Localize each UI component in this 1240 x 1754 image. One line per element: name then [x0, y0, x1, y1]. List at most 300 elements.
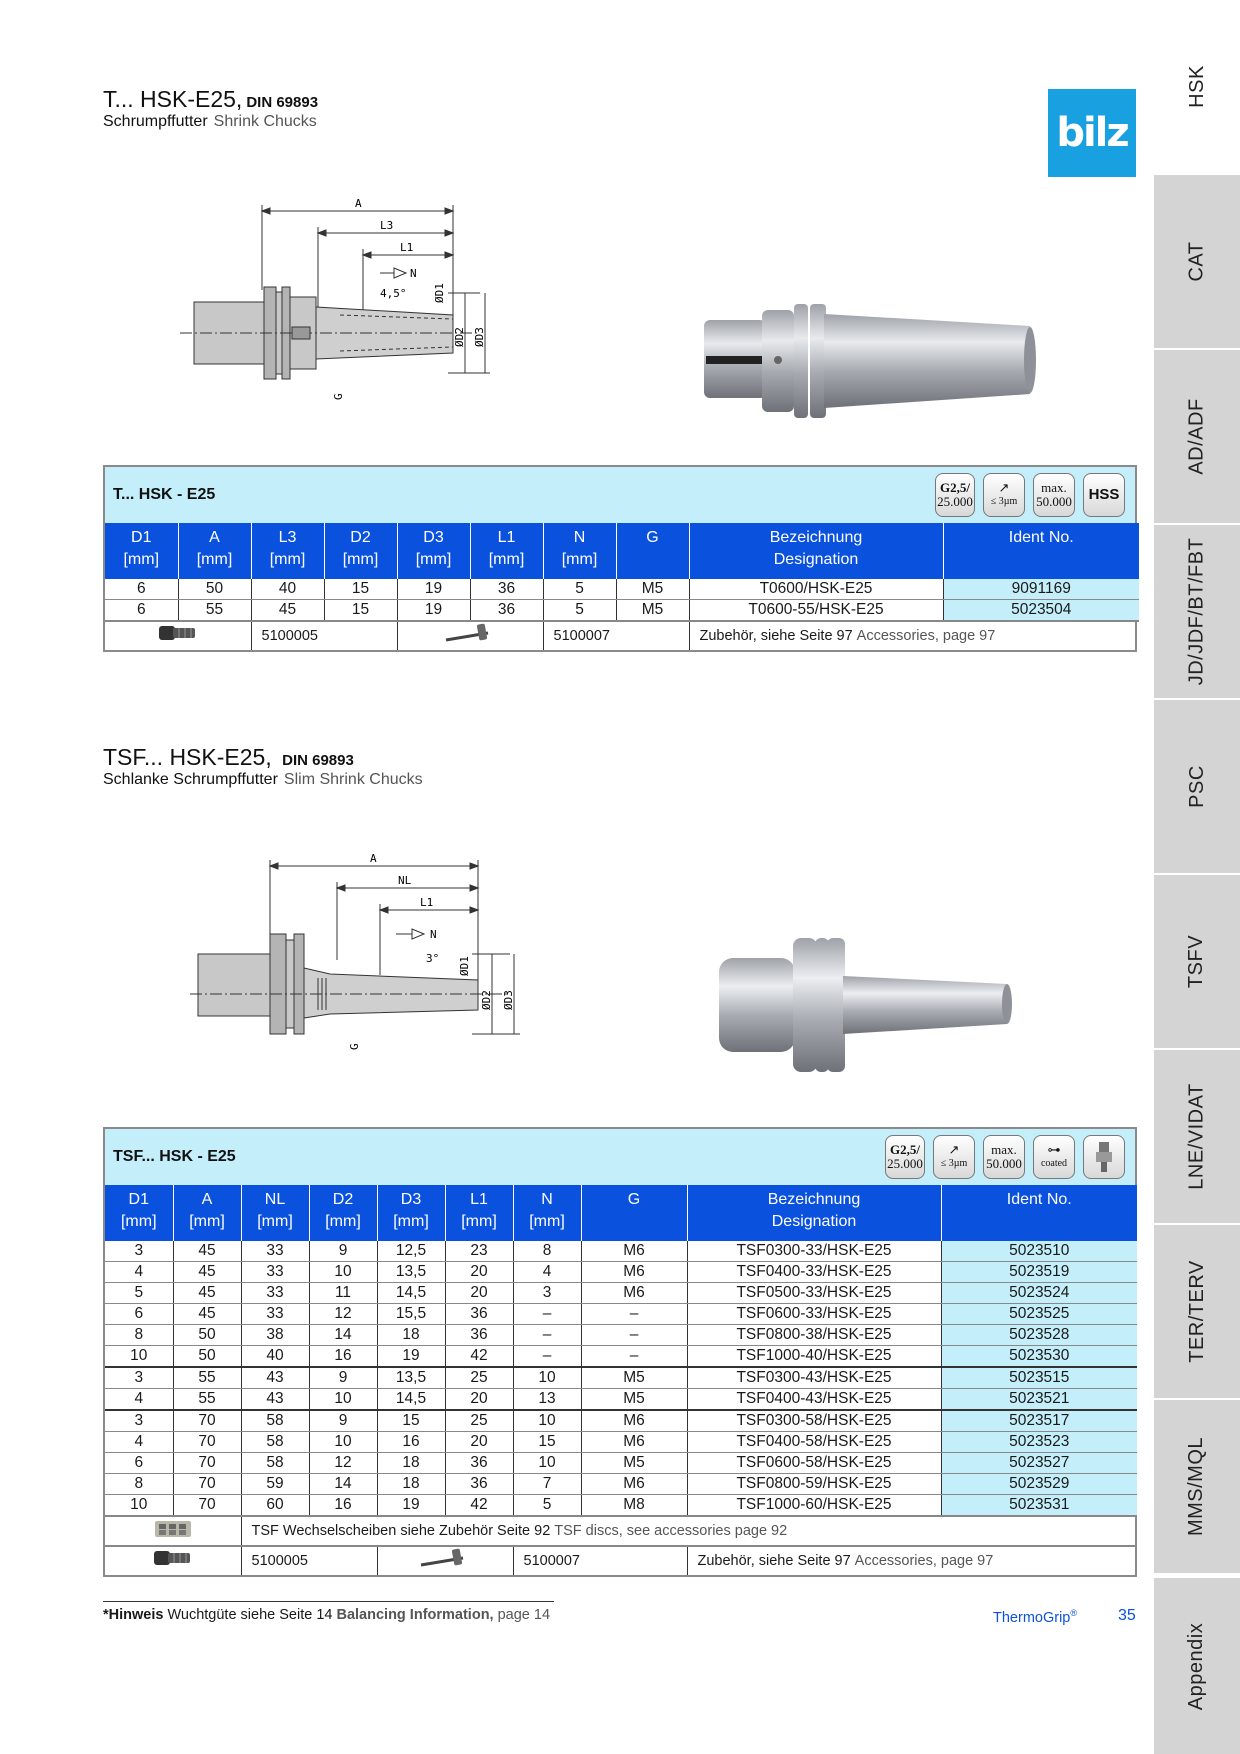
table-header-row	[105, 1185, 1137, 1241]
coolant-disc-icon	[1091, 1140, 1117, 1174]
value-cell: 36	[445, 1304, 513, 1325]
value-cell: 33	[241, 1241, 309, 1262]
value-cell: 50	[178, 579, 251, 600]
col-top: Ident No.	[1006, 1191, 1072, 1208]
value-cell: 10	[105, 1495, 173, 1517]
col-top: Ident No.	[1008, 529, 1074, 546]
value-cell: 15,5	[377, 1304, 445, 1325]
section1-subtitle	[103, 113, 317, 131]
value-cell: 70	[173, 1432, 241, 1453]
value-cell: 43	[241, 1389, 309, 1411]
col-top: D3	[423, 529, 444, 546]
tab-label: LNE/VIDAT	[1185, 1083, 1208, 1190]
value-cell: 5	[543, 579, 616, 600]
value-cell: 5	[513, 1495, 581, 1517]
value-cell: 10	[513, 1367, 581, 1389]
col-d3	[377, 1185, 445, 1241]
table-row	[105, 1262, 1137, 1283]
tab-appendix[interactable]	[1154, 1578, 1240, 1754]
value-cell: 45	[251, 600, 324, 622]
hex-key-icon	[415, 1547, 475, 1569]
slim-chuck-table	[103, 1127, 1137, 1577]
col-top: L3	[278, 529, 297, 546]
value-cell: M5	[616, 600, 689, 622]
discs-cell	[105, 1516, 241, 1546]
ident-cell: 5023524	[941, 1283, 1137, 1304]
value-cell: –	[581, 1304, 687, 1325]
col-top: G	[646, 529, 659, 546]
value-cell: 36	[445, 1325, 513, 1346]
col-n	[513, 1185, 581, 1241]
dim-label-d2: ØD2	[480, 990, 493, 1010]
col-a	[173, 1185, 241, 1241]
designation-cell: TSF0300-43/HSK-E25	[687, 1367, 941, 1389]
designation-cell: TSF0400-33/HSK-E25	[687, 1262, 941, 1283]
shrink-chuck-rows	[105, 579, 1139, 621]
value-cell: 14,5	[377, 1389, 445, 1411]
hss-badge	[1083, 473, 1125, 517]
col-top: D1	[131, 529, 152, 546]
value-cell: 19	[377, 1346, 445, 1368]
col-unit: [mm]	[325, 1213, 361, 1230]
col-top: D2	[332, 1191, 354, 1208]
dim-label-g: G	[348, 1043, 361, 1050]
col-unit: [mm]	[529, 1213, 565, 1230]
value-cell: 3	[105, 1367, 173, 1389]
balance-grade-top: G2,5/	[890, 1142, 920, 1157]
value-cell: 6	[105, 1304, 173, 1325]
col-top: L1	[470, 1191, 488, 1208]
table-row	[105, 1432, 1137, 1453]
value-cell: 12	[309, 1453, 377, 1474]
value-cell: 4	[105, 1389, 173, 1411]
brand-name	[993, 1608, 1077, 1626]
value-cell: 5	[543, 600, 616, 622]
value-cell: 19	[377, 1495, 445, 1517]
accessory-note-en: Accessories, page 97	[856, 628, 996, 645]
table-row	[105, 1453, 1137, 1474]
tab-label: JD/JDF/BT/FBT	[1185, 537, 1208, 686]
dim-label-angle: 3°	[426, 952, 440, 965]
max-speed-label: max.	[991, 1142, 1017, 1157]
value-cell: 36	[445, 1453, 513, 1474]
value-cell: 18	[377, 1325, 445, 1346]
value-cell: 16	[309, 1495, 377, 1517]
clamping-screw-cell	[105, 621, 251, 650]
value-cell: 42	[445, 1495, 513, 1517]
section2-title	[103, 744, 354, 771]
dim-label-d2: ØD2	[453, 327, 466, 347]
key-ident: 5100007	[543, 621, 689, 650]
section2-subtitle-en: Slim Shrink Chucks	[283, 771, 423, 788]
col-unit: [mm]	[196, 551, 233, 568]
max-speed-badge	[1033, 473, 1075, 517]
value-cell: 70	[173, 1410, 241, 1432]
tab-jd-jdf-bt-fbt[interactable]	[1154, 525, 1240, 698]
dim-label-l1: L1	[400, 241, 414, 254]
dim-label-d1: ØD1	[433, 283, 446, 303]
value-cell: M5	[616, 579, 689, 600]
accessory-row	[105, 621, 1139, 650]
value-cell: 7	[513, 1474, 581, 1495]
section1-subtitle-de: Schrumpffutter	[103, 113, 208, 130]
value-cell: 36	[445, 1474, 513, 1495]
col-unit: [mm]	[342, 551, 379, 568]
value-cell: 13,5	[377, 1262, 445, 1283]
col-d1	[105, 1185, 173, 1241]
col-top: A	[201, 1191, 213, 1208]
col-top: N	[541, 1191, 553, 1208]
value-cell: 40	[241, 1346, 309, 1368]
section2-title-text: TSF... HSK-E25,	[103, 744, 272, 770]
value-cell: 18	[377, 1474, 445, 1495]
designation-cell: TSF0800-38/HSK-E25	[687, 1325, 941, 1346]
value-cell: 70	[173, 1453, 241, 1474]
ident-cell: 9091169	[943, 579, 1139, 600]
slim-chuck-photo	[715, 930, 1015, 1080]
tab-ter-terv[interactable]	[1154, 1225, 1240, 1398]
col-top: A	[209, 529, 220, 546]
section2-norm: DIN 69893	[282, 752, 354, 769]
value-cell: M6	[581, 1283, 687, 1304]
footnote-label: *Hinweis	[103, 1607, 164, 1623]
value-cell: 11	[309, 1283, 377, 1304]
ident-cell: 5023521	[941, 1389, 1137, 1411]
value-cell: 36	[470, 600, 543, 622]
value-cell: 3	[513, 1283, 581, 1304]
dim-label-angle: 4,5°	[380, 287, 407, 300]
discs-note	[241, 1516, 1137, 1546]
col-unit: [mm]	[120, 1213, 157, 1230]
value-cell: 15	[513, 1432, 581, 1453]
ident-cell: 5023527	[941, 1453, 1137, 1474]
col-unit: [mm]	[393, 1213, 429, 1230]
value-cell: 45	[173, 1304, 241, 1325]
value-cell: 33	[241, 1283, 309, 1304]
value-cell: 8	[105, 1325, 173, 1346]
value-cell: 58	[241, 1410, 309, 1432]
col-d3	[397, 523, 470, 579]
balance-grade-badge	[935, 473, 975, 517]
col-top: N	[573, 529, 586, 546]
footnote-en: page 14	[497, 1607, 551, 1623]
ident-cell: 5023504	[943, 600, 1139, 622]
table-row	[105, 1474, 1137, 1495]
chapter-tab-bar	[1154, 0, 1240, 1754]
table-title-bar	[105, 1129, 1135, 1185]
value-cell: M6	[581, 1241, 687, 1262]
value-cell: 8	[105, 1474, 173, 1495]
dim-label-d3: ØD3	[502, 990, 515, 1010]
value-cell: 4	[513, 1262, 581, 1283]
col-l1	[470, 523, 543, 579]
table-row	[105, 1325, 1137, 1346]
slim-chuck-rows	[105, 1241, 1137, 1516]
shrink-chuck-grid	[105, 523, 1139, 650]
value-cell: 55	[178, 600, 251, 622]
value-cell: 9	[309, 1367, 377, 1389]
col-sub: Designation	[773, 551, 859, 568]
spec-badges	[885, 1129, 1125, 1185]
slim-chuck-grid	[105, 1185, 1137, 1575]
ident-cell: 5023517	[941, 1410, 1137, 1432]
table-title: T... HSK - E25	[113, 486, 216, 503]
value-cell: 36	[470, 579, 543, 600]
coated-badge	[1033, 1135, 1075, 1179]
accessory-note	[689, 621, 1139, 650]
value-cell: 20	[445, 1283, 513, 1304]
brand-mark: ®	[1070, 1608, 1077, 1618]
ident-cell: 5023528	[941, 1325, 1137, 1346]
value-cell: 10	[513, 1410, 581, 1432]
value-cell: 19	[397, 579, 470, 600]
max-speed-badge	[983, 1135, 1025, 1179]
tab-ad-adf[interactable]	[1154, 350, 1240, 523]
value-cell: 3	[105, 1241, 173, 1262]
designation-cell: TSF1000-60/HSK-E25	[687, 1495, 941, 1517]
ident-cell: 5023525	[941, 1304, 1137, 1325]
tab-label: PSC	[1185, 765, 1208, 808]
col-n	[543, 523, 616, 579]
max-speed-value: 50.000	[1036, 494, 1072, 509]
value-cell: M8	[581, 1495, 687, 1517]
value-cell: 25	[445, 1410, 513, 1432]
dim-label-n: N	[430, 928, 437, 941]
value-cell: M6	[581, 1262, 687, 1283]
value-cell: 5	[105, 1283, 173, 1304]
footnote-rule	[103, 1601, 554, 1602]
footnote	[103, 1607, 550, 1623]
balance-grade-top: G2,5/	[940, 480, 970, 495]
value-cell: 15	[324, 579, 397, 600]
value-cell: 55	[173, 1389, 241, 1411]
col-unit: [mm]	[461, 1213, 497, 1230]
value-cell: –	[513, 1325, 581, 1346]
designation-cell: TSF0600-58/HSK-E25	[687, 1453, 941, 1474]
tab-label: HSK	[1185, 65, 1208, 108]
value-cell: 58	[241, 1432, 309, 1453]
value-cell: 13,5	[377, 1367, 445, 1389]
value-cell: 70	[173, 1474, 241, 1495]
table-row	[105, 579, 1139, 600]
discs-note-de: TSF Wechselscheiben siehe Zubehör Seite 92	[251, 1523, 551, 1540]
hex-key-cell	[397, 621, 543, 650]
col-g	[581, 1185, 687, 1241]
designation-cell: TSF1000-40/HSK-E25	[687, 1346, 941, 1368]
value-cell: 40	[251, 579, 324, 600]
value-cell: 19	[397, 600, 470, 622]
value-cell: 42	[445, 1346, 513, 1368]
value-cell: 15	[377, 1410, 445, 1432]
shrink-chuck-table	[103, 465, 1137, 652]
value-cell: 18	[377, 1453, 445, 1474]
value-cell: 8	[513, 1241, 581, 1262]
dim-label-g: G	[332, 393, 345, 400]
value-cell: 20	[445, 1262, 513, 1283]
discs-note-en: TSF discs, see accessories page 92	[554, 1523, 788, 1540]
runout-arrow-icon: ↗	[948, 1142, 960, 1157]
tsf-discs-icon	[153, 1517, 193, 1539]
table-row	[105, 1304, 1137, 1325]
value-cell: 16	[377, 1432, 445, 1453]
tab-label: CAT	[1185, 241, 1208, 282]
accessory-note-de: Zubehör, siehe Seite 97	[697, 1553, 851, 1570]
designation-cell: TSF0600-33/HSK-E25	[687, 1304, 941, 1325]
value-cell: 33	[241, 1304, 309, 1325]
coated-tool-icon: ⊶	[1047, 1142, 1061, 1157]
runout-badge	[933, 1135, 975, 1179]
col-top: Bezeichnung	[769, 529, 863, 546]
value-cell: 3	[105, 1410, 173, 1432]
value-cell: –	[513, 1304, 581, 1325]
col-designation	[687, 1185, 941, 1241]
col-d1	[105, 523, 178, 579]
value-cell: 60	[241, 1495, 309, 1517]
discs-row	[105, 1516, 1137, 1546]
value-cell: 12,5	[377, 1241, 445, 1262]
table-header-row	[105, 523, 1139, 579]
tab-psc[interactable]	[1154, 700, 1240, 873]
dim-label-a: A	[355, 197, 362, 210]
value-cell: –	[581, 1346, 687, 1368]
col-unit: [mm]	[415, 551, 452, 568]
screw-ident: 5100005	[241, 1546, 377, 1575]
section1-title	[103, 86, 318, 113]
tab-label: AD/ADF	[1185, 398, 1208, 475]
hex-key-cell	[377, 1546, 513, 1575]
key-ident: 5100007	[513, 1546, 687, 1575]
table-row	[105, 1410, 1137, 1432]
screw-ident: 5100005	[251, 621, 397, 650]
accessory-note	[687, 1546, 1137, 1575]
max-speed-value: 50.000	[986, 1156, 1022, 1171]
dim-label-n: N	[410, 267, 417, 280]
value-cell: 6	[105, 579, 178, 600]
designation-cell: TSF0400-43/HSK-E25	[687, 1389, 941, 1411]
col-sub: Designation	[771, 1213, 857, 1230]
tab-label: TSFV	[1185, 934, 1208, 989]
section2-subtitle	[103, 771, 423, 789]
col-top: D2	[350, 529, 371, 546]
dim-label-d1: ØD1	[458, 956, 471, 976]
col-top: D1	[128, 1191, 149, 1208]
ident-cell: 5023531	[941, 1495, 1137, 1517]
value-cell: 55	[173, 1367, 241, 1389]
dim-label-l1: L1	[420, 896, 434, 909]
designation-cell: TSF0500-33/HSK-E25	[687, 1283, 941, 1304]
col-top: D3	[400, 1191, 422, 1208]
balance-grade-badge	[885, 1135, 925, 1179]
designation-cell: TSF0400-58/HSK-E25	[687, 1432, 941, 1453]
value-cell: 9	[309, 1410, 377, 1432]
coated-label: coated	[1040, 1158, 1068, 1169]
table-row	[105, 1367, 1137, 1389]
value-cell: 45	[173, 1241, 241, 1262]
tab-label: MMS/MQL	[1185, 1436, 1208, 1537]
value-cell: 13	[513, 1389, 581, 1411]
runout-badge	[983, 473, 1025, 517]
value-cell: 10	[309, 1389, 377, 1411]
tab-lne-vidat[interactable]	[1154, 1050, 1240, 1223]
tab-label: Appendix	[1185, 1622, 1208, 1710]
designation-cell: TSF0800-59/HSK-E25	[687, 1474, 941, 1495]
col-top: NL	[264, 1191, 286, 1208]
table-row	[105, 1283, 1137, 1304]
tab-tsfv[interactable]	[1154, 875, 1240, 1048]
value-cell: 14,5	[377, 1283, 445, 1304]
value-cell: M5	[581, 1453, 687, 1474]
ident-cell: 5023515	[941, 1367, 1137, 1389]
section1-title-text: T... HSK-E25,	[103, 86, 243, 112]
col-a	[178, 523, 251, 579]
value-cell: 45	[173, 1283, 241, 1304]
section1-norm: DIN 69893	[246, 94, 319, 111]
dim-label-a: A	[370, 852, 377, 865]
value-cell: 10	[513, 1453, 581, 1474]
value-cell: 20	[445, 1389, 513, 1411]
ident-cell: 5023510	[941, 1241, 1137, 1262]
value-cell: M5	[581, 1367, 687, 1389]
shrink-chuck-photo	[700, 300, 1040, 425]
section1-subtitle-en: Shrink Chucks	[213, 113, 317, 130]
value-cell: M5	[581, 1389, 687, 1411]
table-row	[105, 1389, 1137, 1411]
designation-cell: TSF0300-58/HSK-E25	[687, 1410, 941, 1432]
value-cell: 23	[445, 1241, 513, 1262]
value-cell: 25	[445, 1367, 513, 1389]
section2-subtitle-de: Schlanke Schrumpffutter	[103, 771, 278, 788]
value-cell: 9	[309, 1241, 377, 1262]
col-unit: [mm]	[561, 551, 598, 568]
slim-chuck-drawing	[190, 850, 570, 1090]
table-row	[105, 1495, 1137, 1517]
col-top: L1	[497, 529, 516, 546]
col-unit: [mm]	[488, 551, 525, 568]
value-cell: 20	[445, 1432, 513, 1453]
col-designation	[689, 523, 943, 579]
clamping-screw-icon	[155, 623, 201, 643]
ident-cell: 5023523	[941, 1432, 1137, 1453]
tab-mms-mql[interactable]	[1154, 1400, 1240, 1573]
value-cell: 14	[309, 1325, 377, 1346]
col-l3	[251, 523, 324, 579]
tab-cat[interactable]	[1154, 175, 1240, 348]
value-cell: 15	[324, 600, 397, 622]
balance-grade-bottom: 25.000	[937, 494, 973, 509]
col-d2	[309, 1185, 377, 1241]
col-ident-no	[941, 1185, 1137, 1241]
table-row	[105, 600, 1139, 622]
ident-cell: 5023530	[941, 1346, 1137, 1368]
value-cell: 45	[173, 1262, 241, 1283]
coolant-disc-badge	[1083, 1135, 1125, 1179]
col-top: G	[627, 1191, 641, 1208]
value-cell: 50	[173, 1346, 241, 1368]
table-title-bar	[105, 467, 1135, 523]
designation-cell: T0600-55/HSK-E25	[689, 600, 943, 622]
tab-hsk[interactable]	[1154, 0, 1240, 173]
ident-cell: 5023529	[941, 1474, 1137, 1495]
value-cell: 70	[173, 1495, 241, 1517]
ident-cell: 5023519	[941, 1262, 1137, 1283]
col-unit: [mm]	[269, 551, 306, 568]
table-title: TSF... HSK - E25	[113, 1148, 236, 1165]
col-d2	[324, 523, 397, 579]
footnote-de: Wuchtgüte siehe Seite 14	[167, 1607, 333, 1623]
value-cell: –	[581, 1325, 687, 1346]
col-nl	[241, 1185, 309, 1241]
value-cell: –	[513, 1346, 581, 1368]
